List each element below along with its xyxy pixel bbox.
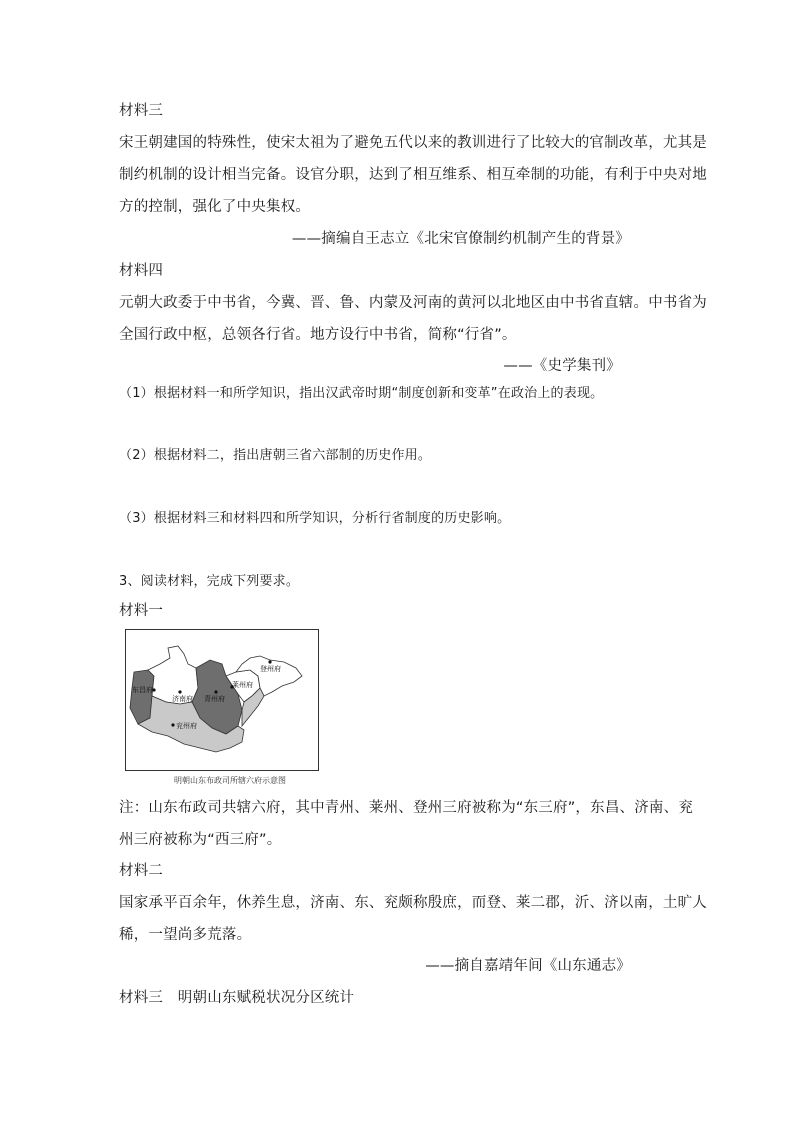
q3-material2-source: ——摘自嘉靖年间《山东通志》 — [425, 958, 631, 974]
question-1: （1）根据材料一和所学知识，指出汉武帝时期“制度创新和变革”在政治上的表现。 — [119, 386, 604, 401]
note-line-2: 州三府被称为“西三府”。 — [119, 832, 282, 848]
q3-prompt: 3、阅读材料，完成下列要求。 — [119, 574, 300, 589]
material3-body-line-1: 宋王朝建国的特殊性，使宋太祖为了避免五代以来的教训进行了比较大的官制改革，尤其是 — [119, 135, 707, 151]
map-label-qingzhou: 青州府 — [204, 695, 225, 703]
q3-material2-body-line-2: 稀，一望尚多荒落。 — [119, 927, 252, 943]
map-label-jinan: 济南府 — [172, 695, 193, 703]
material4-body-line-2: 全国行政中枢，总领各行省。地方设行中书省，简称“行省”。 — [119, 327, 517, 343]
city-dot-jinan — [178, 690, 181, 693]
q3-material2-body-line-1: 国家承平百余年，休养生息，济南、东、兖颇称殷庶，而登、莱二郡，沂、济以南，土旷人 — [119, 895, 707, 911]
material3-body-line-2: 制约机制的设计相当完备。设官分职，达到了相互维系、相互牵制的功能，有利于中央对地 — [119, 167, 707, 183]
map-caption: 明朝山东布政司所辖六府示意图 — [174, 776, 286, 785]
material3-source: ——摘编自王志立《北宋官僚制约机制产生的背景》 — [291, 231, 630, 247]
map-label-dongchang: 东昌府 — [132, 686, 153, 694]
note-line-1: 注：山东布政司共辖六府，其中青州、莱州、登州三府被称为“东三府”，东昌、济南、兖 — [119, 800, 694, 816]
city-dot-qingzhou — [214, 690, 217, 693]
shandong-map-figure — [125, 629, 319, 771]
city-dot-dengzhou — [268, 660, 271, 663]
q3-material3-title: 材料三 明朝山东赋税状况分区统计 — [119, 990, 355, 1006]
material3-title: 材料三 — [119, 103, 164, 119]
material4-title: 材料四 — [119, 263, 164, 279]
material3-body-line-3: 方的控制，强化了中央集权。 — [119, 199, 311, 215]
material4-source: ——《史学集刊》 — [503, 358, 621, 374]
q3-material1-title: 材料一 — [119, 603, 164, 619]
map-label-dengzhou: 登州府 — [260, 665, 281, 673]
map-label-yanzhou: 兖州府 — [176, 722, 197, 730]
shandong-map — [126, 630, 318, 770]
q3-material2-title: 材料二 — [119, 863, 164, 879]
city-dot-yanzhou — [171, 723, 174, 726]
map-label-laizhou: 莱州府 — [232, 681, 253, 689]
question-2: （2）根据材料二，指出唐朝三省六部制的历史作用。 — [119, 448, 432, 463]
material4-body-line-1: 元朝大政委于中书省，今冀、晋、鲁、内蒙及河南的黄河以北地区由中书省直辖。中书省为 — [119, 295, 707, 311]
question-3: （3）根据材料三和材料四和所学知识，分析行省制度的历史影响。 — [119, 511, 511, 526]
